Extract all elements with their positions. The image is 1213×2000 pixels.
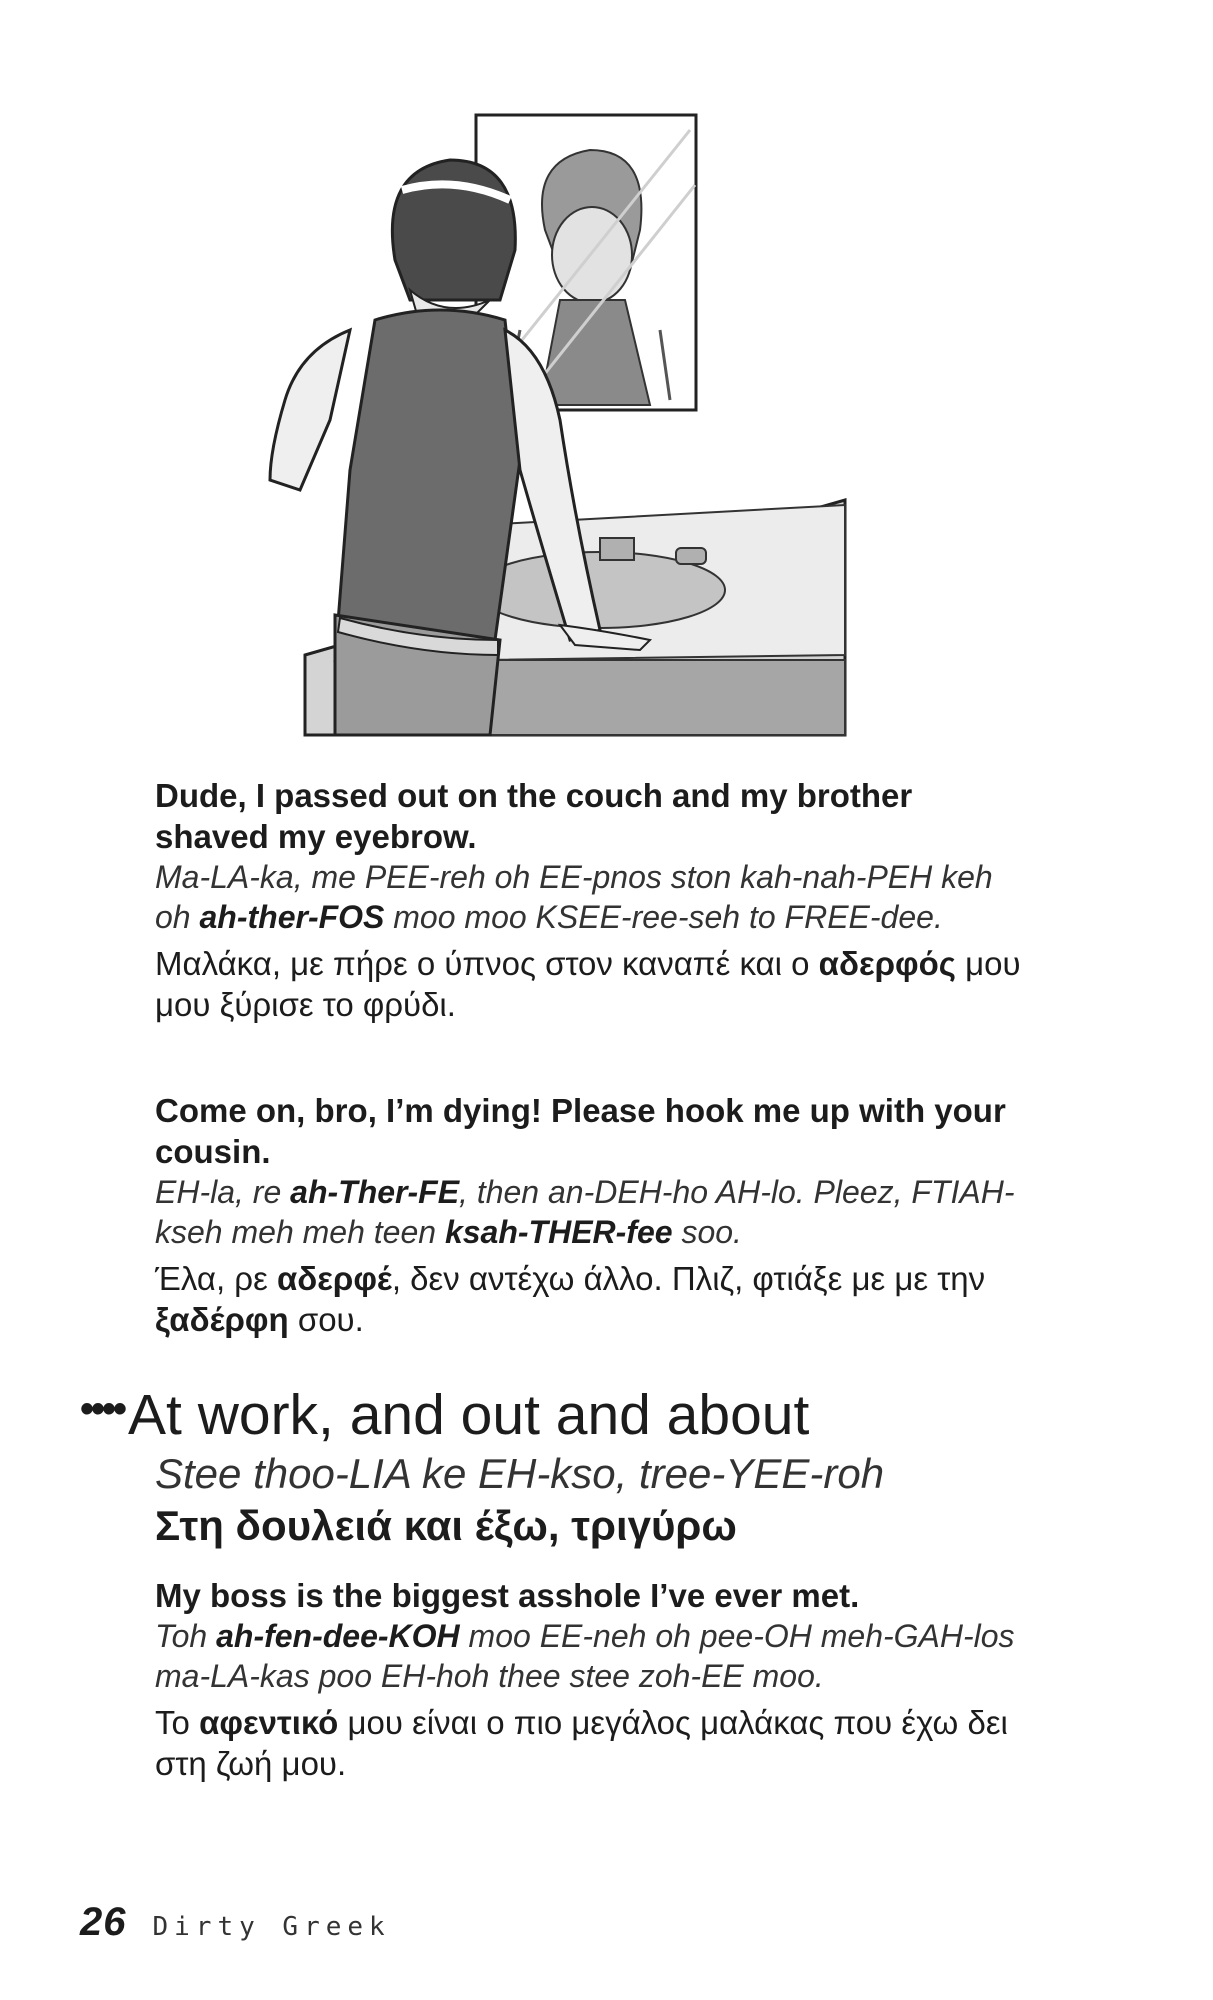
section-title-phonetic: Stee thoo-LIA ke EH-kso, tree-YEE-roh	[155, 1450, 885, 1497]
dialogue-3-greek: Το αφεντικό μου είναι ο πιο μεγάλος μαλάκας που έχω δει στη ζωή μου.	[155, 1704, 1008, 1782]
dialogue-1-english: Dude, I passed out on the couch and my brother shaved my eyebrow.	[155, 777, 913, 855]
dialogue-2-phonetic: EH-la, re ah-Ther-FE, then an-DEH-ho AH-lo. Pleez, FTIAH-kseh meh meh teen ksah-THER-fee soo.	[155, 1174, 1015, 1250]
dialogue-3	[155, 1575, 1035, 1784]
page-footer	[80, 1900, 391, 1945]
dialogue-2	[155, 1090, 1035, 1340]
section-heading	[80, 1376, 1080, 1552]
dialogue-3-phonetic: Toh ah-fen-dee-KOH moo EE-neh oh pee-OH meh-GAH-los ma-LA-kas poo EH-hoh thee stee zoh-EE moo.	[155, 1618, 1015, 1694]
section-title-greek: Στη δουλειά και έξω, τριγύρω	[155, 1502, 737, 1549]
page-number: 26	[80, 1900, 127, 1944]
section-title-english: ••••At work, and out and about	[80, 1383, 810, 1447]
book-title: Dirty Greek	[152, 1912, 391, 1942]
dialogue-1	[155, 775, 1035, 1025]
dialogue-1-phonetic: Ma-LA-ka, me PEE-reh oh EE-pnos ston kah-nah-PEH keh oh ah-ther-FOS moo moo KSEE-ree-seh to FREE-dee.	[155, 859, 993, 935]
dialogue-1-greek: Μαλάκα, με πήρε ο ύπνος στον καναπέ και ο αδερφός μου μου ξύρισε το φρύδι.	[155, 945, 1021, 1023]
dialogue-3-english: My boss is the biggest asshole I’ve ever met.	[155, 1577, 860, 1614]
section-dots-icon: ••••	[80, 1387, 125, 1431]
illustration-guy-at-mirror	[0, 0, 1213, 760]
dialogue-2-greek: Έλα, ρε αδερφέ, δεν αντέχω άλλο. Πλιζ, φτιάξε με με την ξαδέρφη σου.	[155, 1260, 986, 1338]
dialogue-2-english: Come on, bro, I’m dying! Please hook me up with your cousin.	[155, 1092, 1006, 1170]
